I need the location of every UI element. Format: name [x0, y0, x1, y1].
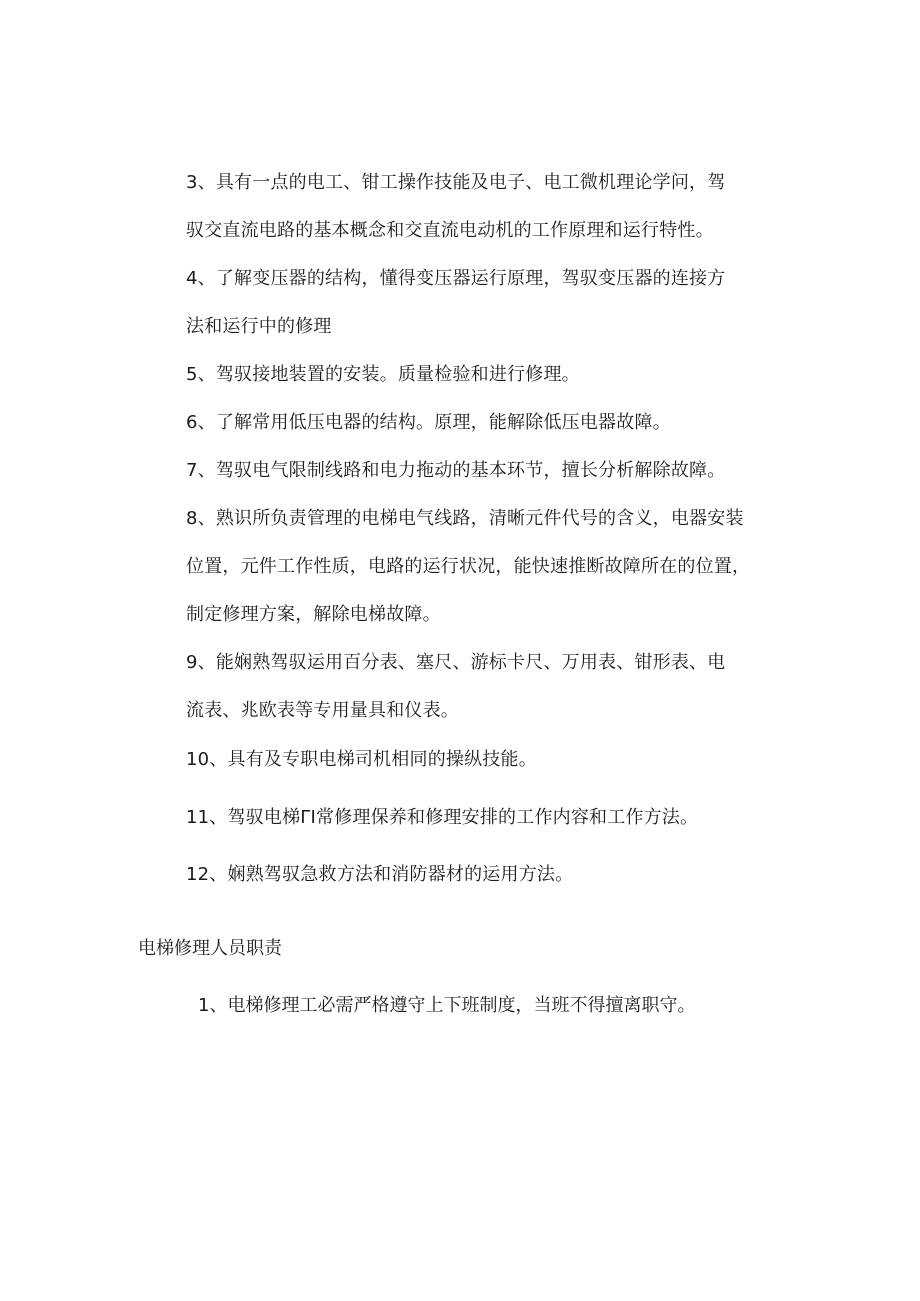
section-heading: 电梯修理人员职责 — [138, 938, 282, 959]
qualification-line: 位置，元件工作性质，电路的运行状况，能快速推断故障所在的位置， — [186, 556, 751, 577]
qualification-line: 法和运行中的修理 — [186, 316, 332, 337]
qualification-line: 12、娴熟驾驭急救方法和消防器材的运用方法。 — [186, 864, 574, 885]
duty-item: 1、电梯修理工必需严格遵守上下班制度，当班不得擅离职守。 — [198, 995, 696, 1016]
qualification-line: 驭交直流电路的基本概念和交直流电动机的工作原理和运行特性。 — [186, 220, 714, 241]
qualification-line: 3、具有一点的电工、钳工操作技能及电子、电工微机理论学问，驾 — [186, 172, 726, 193]
qualification-line: 7、驾驭电气限制线路和电力拖动的基本环节，擅长分析解除故障。 — [186, 460, 726, 481]
qualification-line: 8、熟识所负责管理的电梯电气线路，清晰元件代号的含义，电器安装 — [186, 508, 744, 529]
qualification-line: 流表、兆欧表等专用量具和仪表。 — [186, 700, 459, 721]
qualification-line: 10、具有及专职电梯司机相同的操纵技能。 — [186, 749, 537, 770]
qualification-line: 6、了解常用低压电器的结构。原理，能解除低压电器故障。 — [186, 412, 671, 433]
qualification-line: 4、了解变压器的结构，懂得变压器运行原理，驾驭变压器的连接方 — [186, 268, 726, 289]
qualification-line: 9、能娴熟驾驭运用百分表、塞尺、游标卡尺、万用表、钳形表、电 — [186, 652, 726, 673]
qualification-line: 制定修理方案，解除电梯故障。 — [186, 604, 441, 625]
qualification-line: 5、驾驭接地装置的安装。质量检验和进行修理。 — [186, 364, 580, 385]
qualification-line: 11、驾驭电梯ΓI常修理保养和修理安排的工作内容和工作方法。 — [186, 807, 699, 828]
